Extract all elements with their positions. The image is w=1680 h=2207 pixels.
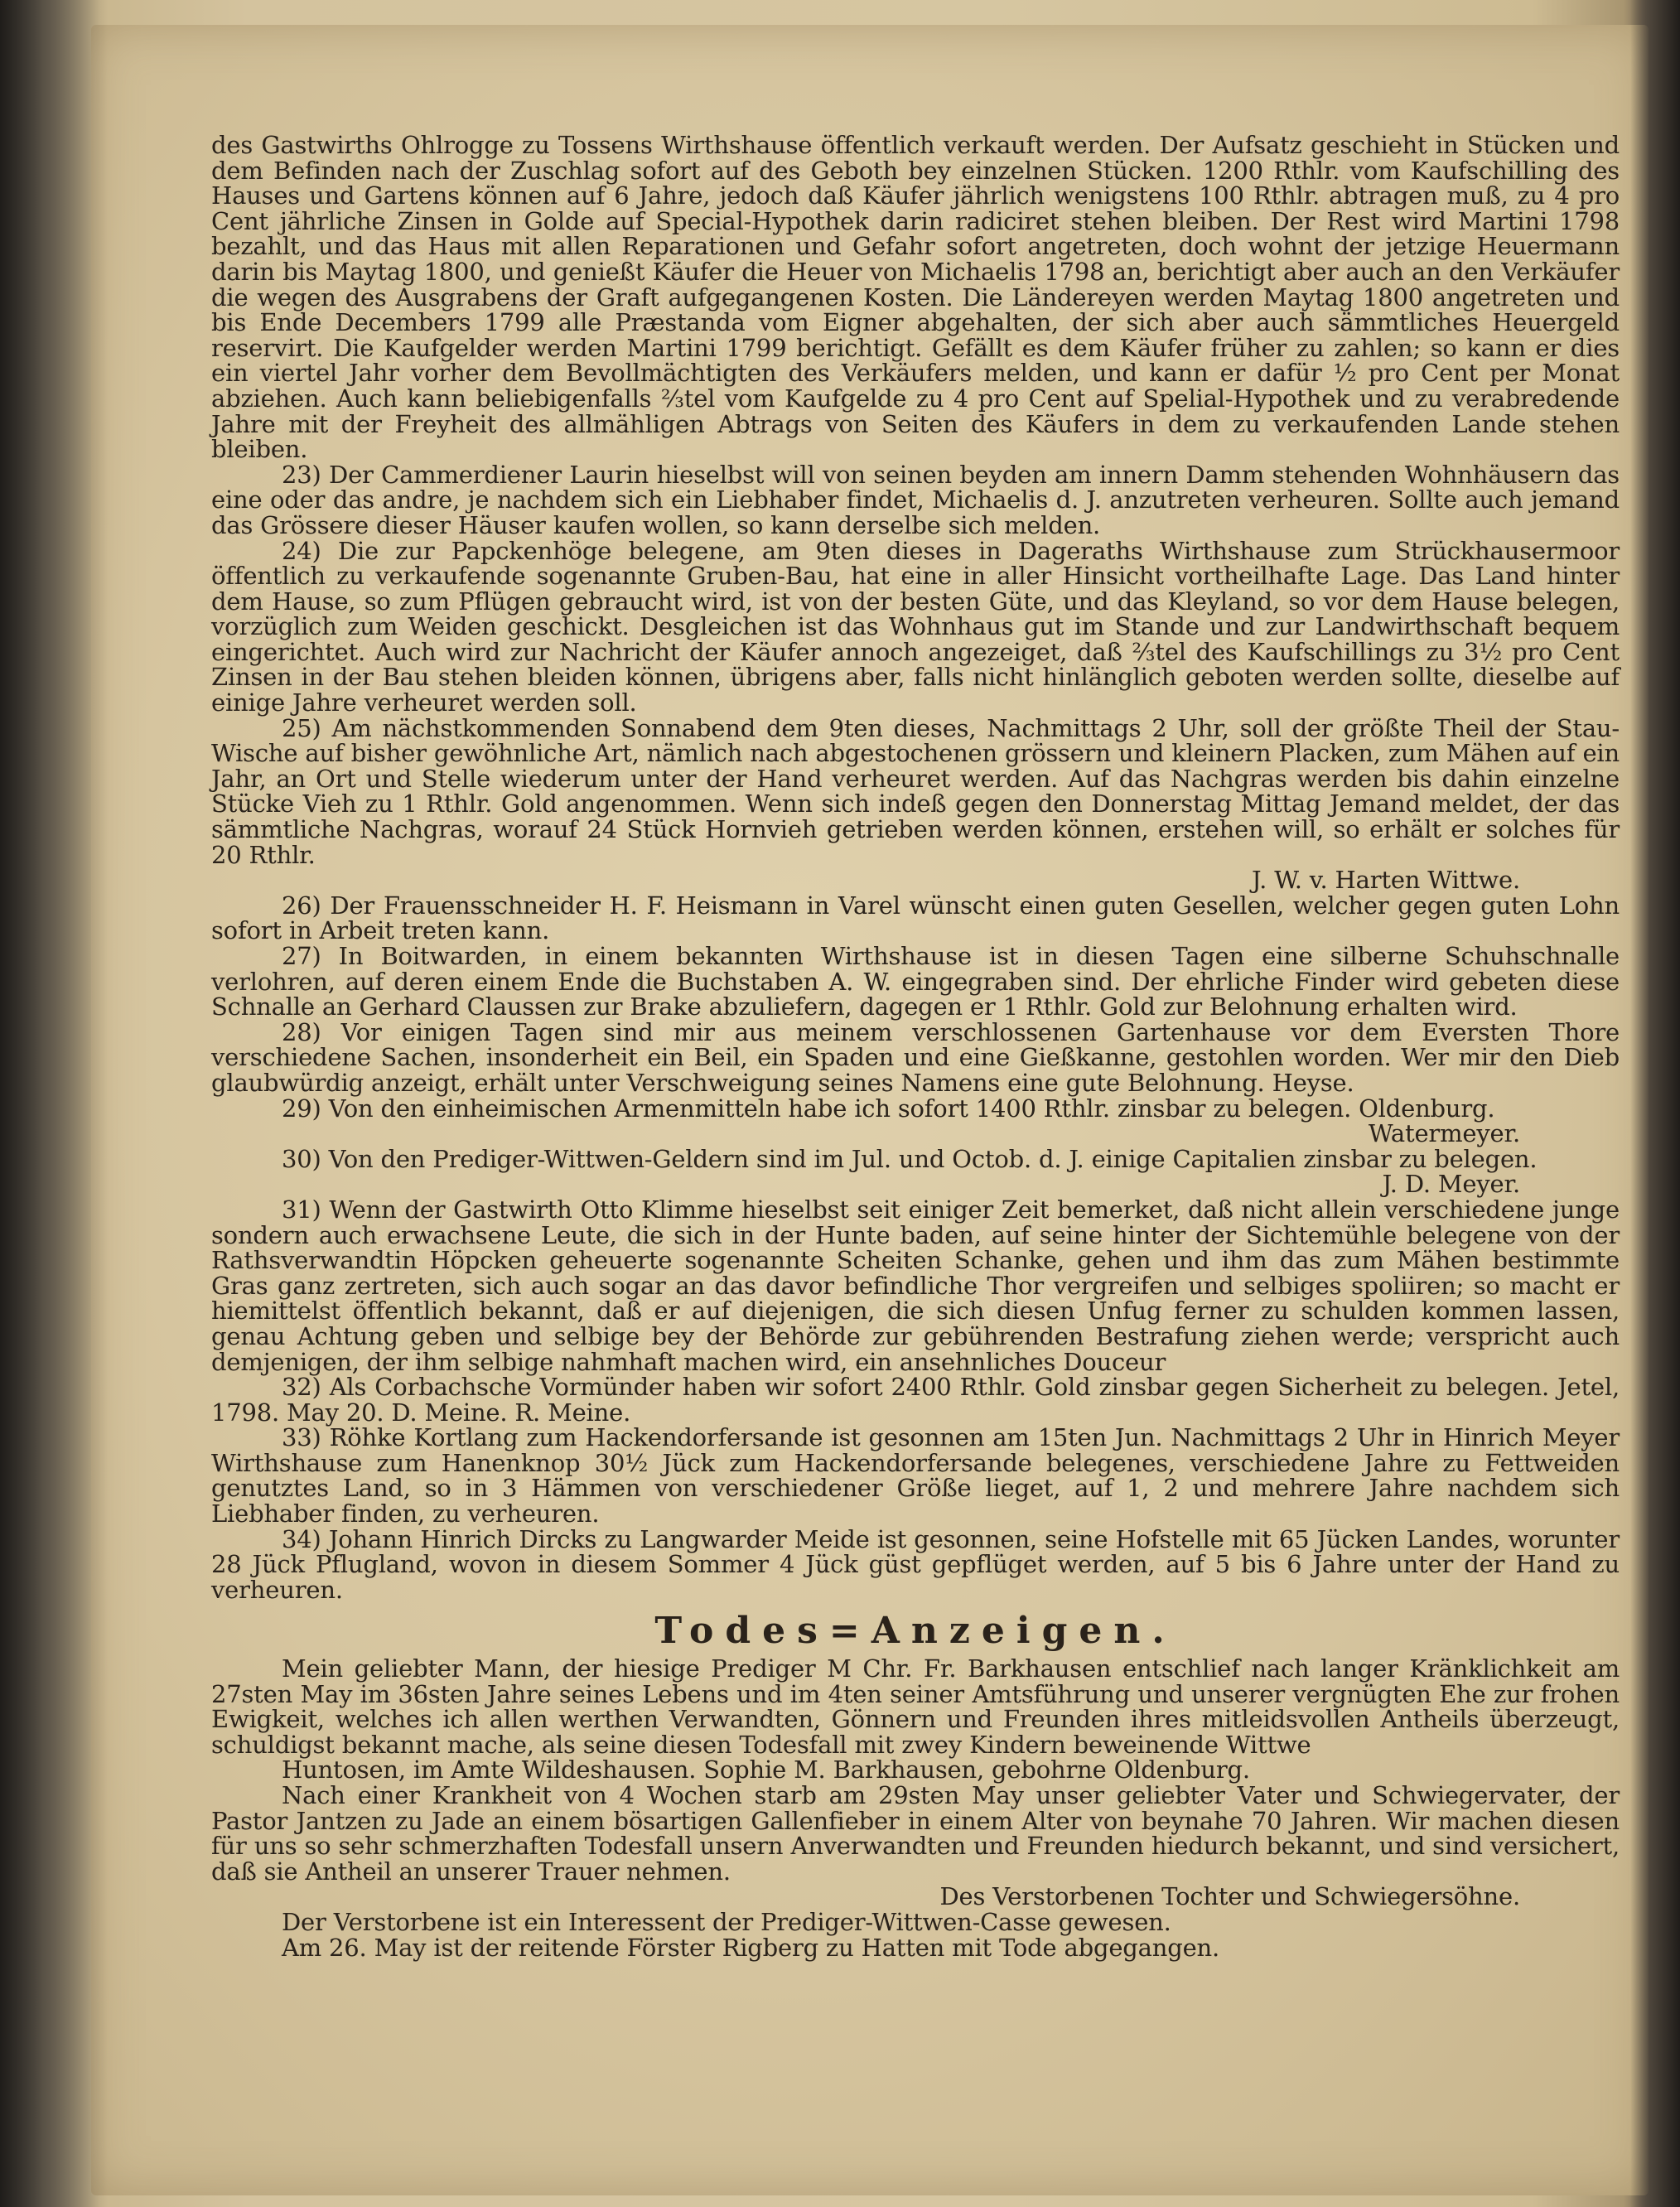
document-text bbox=[211, 133, 1620, 1960]
notice-paragraph: Nach einer Krankheit von 4 Wochen starb am 29sten May unser geliebter Vater und Schwiegervater, der Pastor Jantzen zu Jade an einem bösartigen Gallenfieber in einem Alter von beynahe 70 Jahren. Wir machen diesen für uns so sehr schmerzhaften Todesfall unsern Anverwandten und Freunden hiedurch bekannt, und sind versichert, daß sie Antheil an unserer Trauer nehmen. bbox=[211, 1781, 1620, 1886]
signature-line: J. W. v. Harten Wittwe. bbox=[1251, 866, 1520, 895]
left-shadow bbox=[0, 0, 108, 2207]
notice-paragraph: 34) Johann Hinrich Dircks zu Langwarder Meide ist gesonnen, seine Hofstelle mit 65 Jücken Landes, worunter 28 Jück Pflugland, wovon in diesem Sommer 4 Jück güst gepflüget werden, auf 5 bis 6 Jahre unter der Hand zu verheuren. bbox=[211, 1524, 1620, 1604]
notice-paragraph: Am 26. May ist der reitende Förster Rigberg zu Hatten mit Tode abgegangen. bbox=[282, 1933, 1220, 1962]
notice-paragraph: 24) Die zur Papckenhöge belegene, am 9ten dieses in Dageraths Wirthshause zum Strückhausermoor öffentlich zu verkaufende sogenannte Gruben-Bau, hat eine in aller Hinsicht vortheilhafte Lage. Das Land hinter dem Hause, so zum Pflügen gebraucht wird, ist von der besten Güte, und das Kleyland, so vor dem Hause belegen, vorzüglich zum Weiden geschickt. Desgleichen ist das Wohnhaus gut im Stande und zur Landwirthschaft bequem eingerichtet. Auch wird zur Nachricht der Käufer annoch angezeiget, daß ⅔tel des Kaufschillings zu 3½ pro Cent Zinsen in der Bau stehen bleiden können, übrigens aber, falls nicht hinlänglich geboten werden sollte, dieselbe auf einige Jahre verheuret werden soll. bbox=[211, 536, 1620, 717]
notice-paragraph: 30) Von den Prediger-Wittwen-Geldern sind im Jul. und Octob. d. J. einige Capitalien zinsbar zu belegen. bbox=[282, 1144, 1538, 1173]
notice-paragraph: 26) Der Frauensschneider H. F. Heismann in Varel wünscht einen guten Gesellen, welcher gegen guten Lohn sofort in Arbeit treten kann. bbox=[211, 891, 1620, 945]
notice-paragraph: 32) Als Corbachsche Vormünder haben wir sofort 2400 Rthlr. Gold zinsbar gegen Sicherheit zu belegen. Jetel, 1798. May 20. D. Meine. R. Meine. bbox=[211, 1373, 1620, 1427]
notice-paragraph: des Gastwirths Ohlrogge zu Tossens Wirthshause öffentlich verkauft werden. Der Aufsatz geschieht in Stücken und dem Befinden nach der Zuschlag sofort auf des Geboth bey einzelnen Stücken. 1200 Rthlr. vom Kaufschilling des Hauses und Gartens können auf 6 Jahre, jedoch daß Käufer jährlich wenigstens 100 Rthlr. abtragen muß, zu 4 pro Cent jährliche Zinsen in Golde auf Special-Hypothek darin radiciret stehen bleiben. Der Rest wird Martini 1798 bezahlt, und das Haus mit allen Reparationen und Gefahr sofort angetreten, doch wohnt der jetzige Heuermann darin bis Maytag 1800, und genießt Käufer die Heuer von Michaelis 1798 an, berichtigt aber auch an den Verkäufer die wegen des Ausgrabens der Graft aufgegangenen Kosten. Die Ländereyen werden Maytag 1800 angetreten und bis Ende Decembers 1799 alle Præstanda vom Eigner abgehalten, der sich aber auch sämmtliches Heuergeld reservirt. Die Kaufgelder werden Martini 1799 berichtigt. Gefällt es dem Käufer früher zu zahlen; so kann er dies ein viertel Jahr vorher dem Bevollmächtigten des Verkäufers melden, und kann er dafür ½ pro Cent per Monat abziehen. Auch kann beliebigenfalls ⅔tel vom Kaufgelde zu 4 pro Cent auf Spelial-Hypothek und zu verabredende Jahre mit der Freyheit des allmähligen Abtrags von Seiten des Käufers in dem zu verkaufenden Lande stehen bleiben. bbox=[211, 131, 1620, 464]
notice-paragraph: Mein geliebter Mann, der hiesige Prediger M Chr. Fr. Barkhausen entschlief nach langer Kränklichkeit am 27sten May im 36sten Jahre seines Lebens und im 4ten seiner Amtsführung und unserer vergnügten Ehe zur frohen Ewigkeit, welches ich allen werthen Verwandten, Gönnern und Freunden ihres mitleidsvollen Antheils überzeugt, schuldigst bekannt mache, als seine diesen Todesfall mit zwey Kindern beweinende Wittwe bbox=[211, 1654, 1620, 1759]
book-gutter bbox=[1630, 0, 1680, 2207]
notice-paragraph: 28) Vor einigen Tagen sind mir aus meinem verschlossenen Gartenhause vor dem Eversten Thore verschiedene Sachen, insonderheit ein Beil, ein Spaden und eine Gießkanne, gestohlen worden. Wer mir den Dieb glaubwürdig anzeigt, erhält unter Verschweigung seines Namens eine gute Belohnung. Heyse. bbox=[211, 1017, 1620, 1097]
notice-paragraph: 23) Der Cammerdiener Laurin hieselbst will von seinen beyden am innern Damm stehenden Wohnhäusern das eine oder das andre, je nachdem sich ein Liebhaber findet, Michaelis d. J. anzutreten verheuren. Sollte auch jemand das Grössere dieser Häuser kaufen wollen, so kann derselbe sich melden. bbox=[211, 460, 1620, 539]
notice-paragraph: 31) Wenn der Gastwirth Otto Klimme hieselbst seit einiger Zeit bemerket, daß nicht allein verschiedene junge sondern auch erwachsene Leute, die sich in der Hunte baden, auf seine hinter der Sichtemühle belegene von der Rathsverwandtin Höpcken geheuerte sogenannte Scheiten Schanke, gehen und ihm das zum Mähen bestimmte Gras ganz zertreten, sich auch sogar an das davor befindliche Thor vergreifen und selbiges spoliiren; so macht er hiemittelst öffentlich bekannt, daß er auf diejenigen, die sich diesen Unfug ferner zu schulden kommen lassen, genau Achtung geben und selbige bey der Behörde zur gebührenden Bestrafung ziehen werde; verspricht auch demjenigen, der ihm selbige nahmhaft machen wird, ein ansehnliches Douceur bbox=[211, 1195, 1620, 1376]
notice-paragraph: 29) Von den einheimischen Armenmitteln habe ich sofort 1400 Rthlr. zinsbar zu belegen. Oldenburg. bbox=[282, 1094, 1495, 1123]
signature-line: Des Verstorbenen Tochter und Schwiegersöhne. bbox=[939, 1882, 1520, 1911]
death-notices-heading: Todes=Anzeigen. bbox=[654, 1610, 1176, 1653]
notice-paragraph: 33) Röhke Kortlang zum Hackendorfersande ist gesonnen am 15ten Jun. Nachmittags 2 Uhr in Hinrich Meyer Wirthshause zum Hanenknop 30½ Jück zum Hackendorfersande belegenes, verschiedene Jahre zu Fettweiden genutztes Land, so in 3 Hämmen von verschiedener Größe lieget, auf 1, 2 und mehrere Jahre nachdem sich Liebhaber finden, zu verheuren. bbox=[211, 1423, 1620, 1528]
notice-paragraph: Der Verstorbene ist ein Interessent der Prediger-Wittwen-Casse gewesen. bbox=[282, 1907, 1171, 1936]
notice-paragraph: 27) In Boitwarden, in einem bekannten Wirthshause ist in diesen Tagen eine silberne Schuhschnalle verlohren, auf deren einem Ende die Buchstaben A. W. eingegraben sind. Der ehrliche Finder wird gebeten diese Schnalle an Gerhard Claussen zur Brake abzuliefern, dagegen er 1 Rthlr. Gold zur Belohnung erhalten wird. bbox=[211, 942, 1620, 1021]
notice-paragraph: Huntosen, im Amte Wildeshausen. Sophie M. Barkhausen, gebohrne Oldenburg. bbox=[282, 1755, 1250, 1784]
notice-paragraph: 25) Am nächstkommenden Sonnabend dem 9ten dieses, Nachmittags 2 Uhr, soll der größte Theil der Stau-Wische auf bisher gewöhnliche Art, nämlich nach abgestochenen grössern und kleinern Placken, zum Mähen auf ein Jahr, an Ort und Stelle wiederum unter der Hand verheuret werden. Auf das Nachgras werden bis dahin einzelne Stücke Vieh zu 1 Rthlr. Gold angenommen. Wenn sich indeß gegen den Donnerstag Mittag Jemand meldet, der das sämmtliche Nachgras, worauf 24 Stück Hornvieh getrieben werden können, erstehen will, so erhält er solches für 20 Rthlr. bbox=[211, 713, 1620, 869]
signature-line: Watermeyer. bbox=[1368, 1119, 1520, 1148]
notices-list bbox=[211, 133, 1620, 1602]
signature-line: J. D. Meyer. bbox=[1382, 1170, 1520, 1199]
death-notices-list bbox=[211, 1656, 1620, 1960]
